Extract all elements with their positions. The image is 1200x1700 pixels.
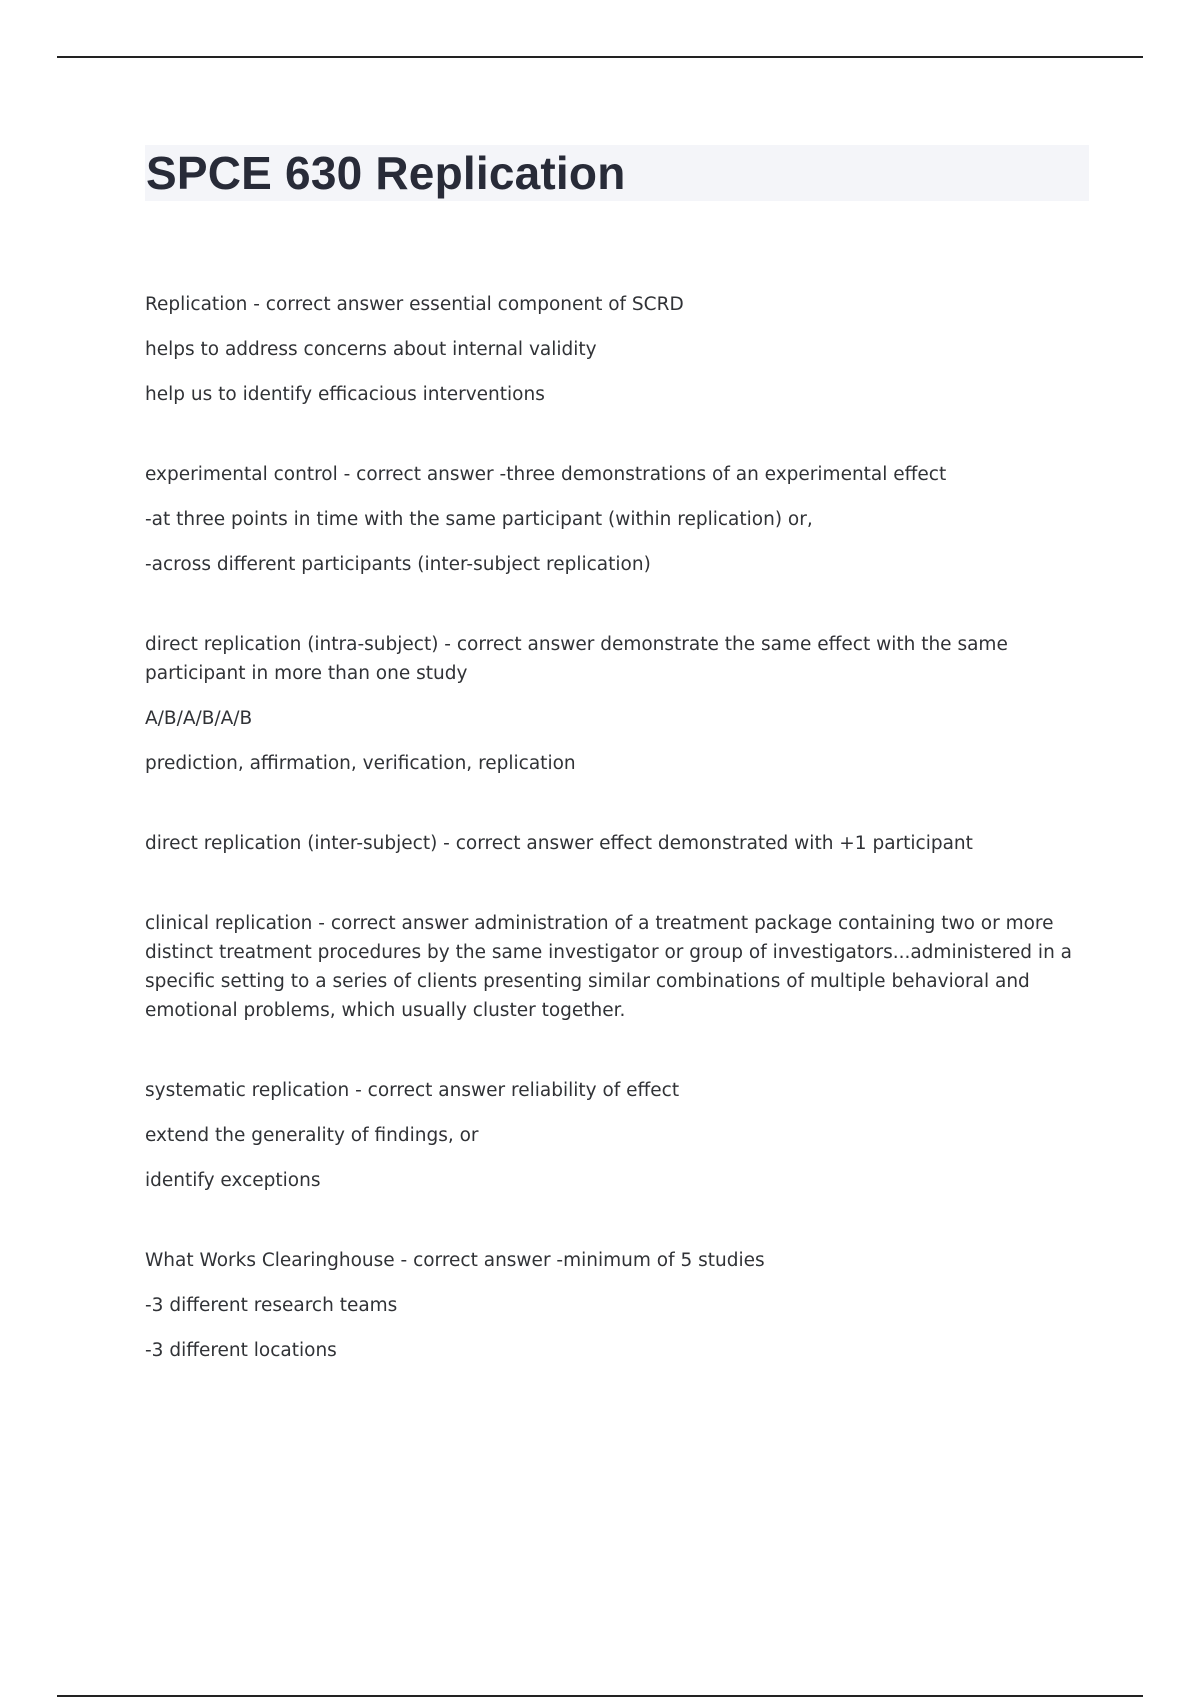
bottom-divider [57,1695,1143,1697]
entry-line: systematic replication - correct answer reliability of effect [145,1080,680,1101]
entry-replication [145,290,1075,409]
entry-line: helps to address concerns about internal validity [145,339,597,360]
entry-line: -3 different research teams [145,1295,398,1316]
entry-direct-replication-inter [145,829,1075,858]
entry-what-works-clearinghouse [145,1246,1075,1365]
document-body [145,290,1075,1416]
entry-line: -3 different locations [145,1340,337,1361]
entry-line: experimental control - correct answer -three demonstrations of an experimental effect [145,464,947,485]
entry-line: prediction, affirmation, verification, replication [145,753,576,774]
document-title: SPCE 630 Replication [146,147,626,199]
entry-line: A/B/A/B/A/B [145,708,253,729]
entry-direct-replication-intra [145,630,1075,778]
entry-clinical-replication [145,909,1075,1025]
entry-line: direct replication (intra-subject) - correct answer demonstrate the same effect with the same participant in more than one study [145,634,1008,684]
entry-line: -across different participants (inter-subject replication) [145,554,651,575]
entry-line: help us to identify efficacious interventions [145,384,545,405]
entry-line: direct replication (inter-subject) - correct answer effect demonstrated with +1 participant [145,833,973,854]
entry-line: -at three points in time with the same participant (within replication) or, [145,509,813,530]
entry-line: What Works Clearinghouse - correct answer -minimum of 5 studies [145,1250,765,1271]
entry-experimental-control [145,460,1075,579]
entry-systematic-replication [145,1076,1075,1195]
entry-line: clinical replication - correct answer administration of a treatment package containing two or more distinct treatment procedures by the same investigator or group of investigators...administered in a specific setting to a series of clients presenting similar combinations of multiple behavioral and emotional problems, which usually cluster together. [145,913,1073,1021]
entry-line: identify exceptions [145,1170,321,1191]
entry-line: Replication - correct answer essential component of SCRD [145,294,684,315]
top-divider [57,56,1143,58]
entry-line: extend the generality of findings, or [145,1125,479,1146]
